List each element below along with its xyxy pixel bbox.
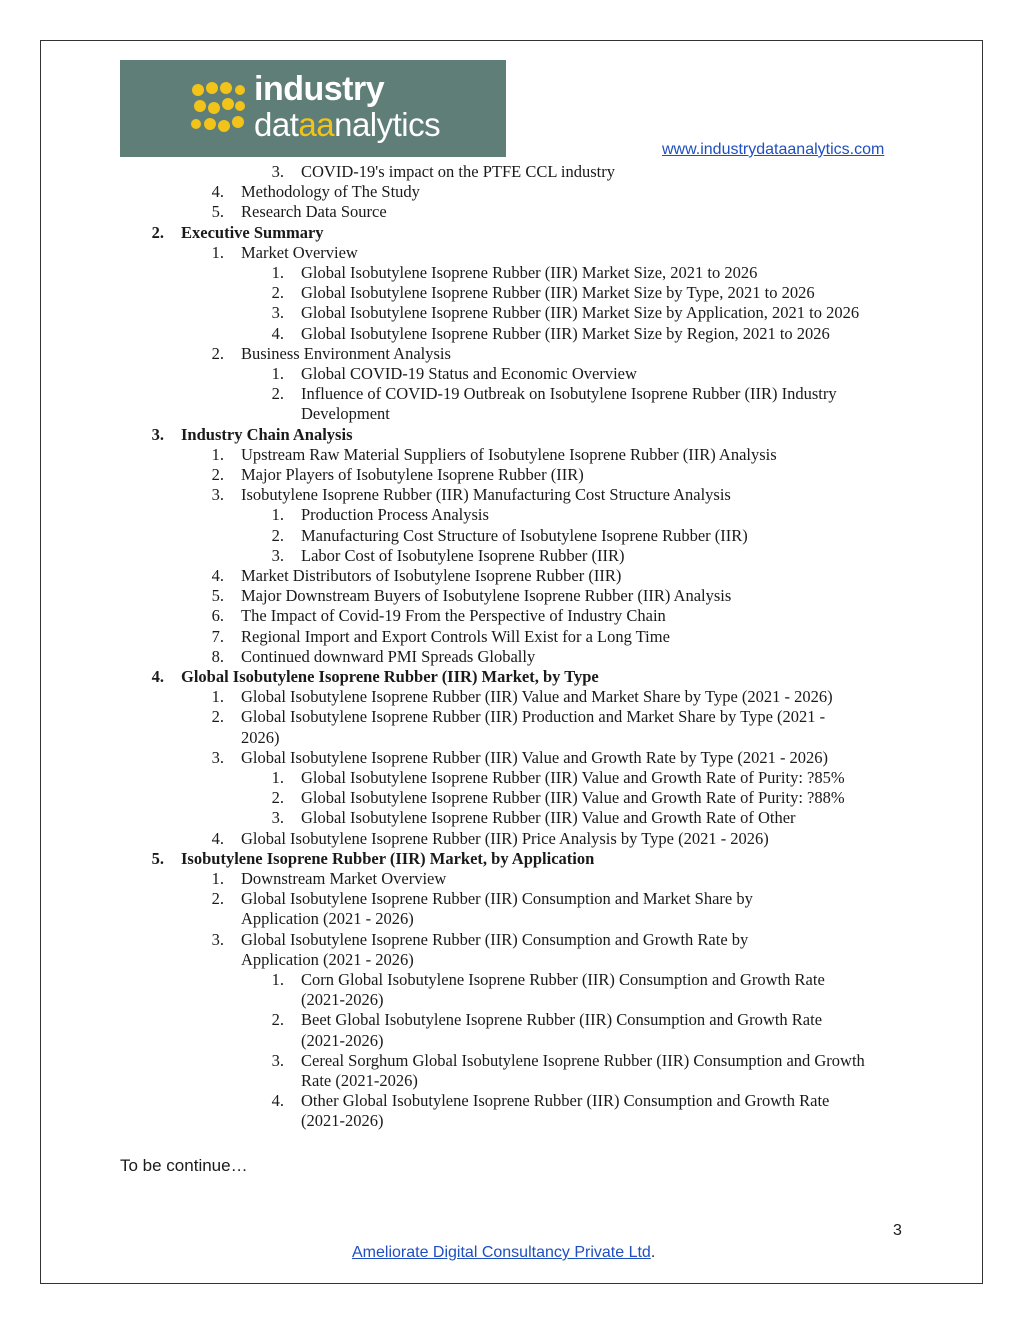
continue-note: To be continue… <box>120 1156 248 1175</box>
footer-period: . <box>650 1244 656 1261</box>
toc-text: Manufacturing Cost Structure of Isobutylene Isoprene Rubber (IIR) <box>301 525 748 545</box>
toc-text: Global Isobutylene Isoprene Rubber (IIR) Production and Market Share by Type (2021 - <box>241 707 826 727</box>
toc-number: 8. <box>211 646 224 666</box>
logo-text-industry: industry <box>254 70 385 108</box>
website-link[interactable]: www.industrydataanalytics.com <box>662 141 885 158</box>
toc-number: 2. <box>271 384 284 404</box>
toc-text: Global Isobutylene Isoprene Rubber (IIR) Market Size by Type, 2021 to 2026 <box>301 283 815 303</box>
logo-text-dataanalytics: dataanalytics <box>254 106 441 143</box>
toc-number: 3. <box>271 162 284 181</box>
toc-number: 1. <box>211 444 224 464</box>
toc-text: Research Data Source <box>241 202 387 222</box>
toc-number: 1. <box>211 687 224 707</box>
toc-number: 1. <box>271 505 284 525</box>
toc-text: (2021-2026) <box>301 1030 384 1050</box>
toc-text: (2021-2026) <box>301 990 384 1010</box>
toc-number: 2. <box>271 788 284 808</box>
toc-text: Major Players of Isobutylene Isoprene Rubber (IIR) <box>241 465 584 484</box>
toc-text: Global Isobutylene Isoprene Rubber (IIR) Value and Growth Rate of Other <box>301 808 796 828</box>
toc-number: 4. <box>211 182 224 202</box>
toc-number: 3. <box>271 808 284 828</box>
toc-text: Isobutylene Isoprene Rubber (IIR) Market, by Application <box>181 848 595 868</box>
toc-text: Market Distributors of Isobutylene Isoprene Rubber (IIR) <box>241 566 622 585</box>
toc-text: Methodology of The Study <box>241 182 420 202</box>
toc-text: Executive Summary <box>181 222 324 242</box>
toc-text: Downstream Market Overview <box>241 869 447 888</box>
toc-number: 3. <box>211 929 224 949</box>
toc-text: Global Isobutylene Isoprene Rubber (IIR) Consumption and Market Share by <box>241 889 753 909</box>
toc-text: Global Isobutylene Isoprene Rubber (IIR) Consumption and Growth Rate by <box>241 929 749 949</box>
toc-number: 3. <box>271 1050 284 1070</box>
toc-number: 4. <box>151 667 164 686</box>
toc-text: Market Overview <box>241 242 358 262</box>
toc-text: Global Isobutylene Isoprene Rubber (IIR) Market Size by Application, 2021 to 2026 <box>301 303 860 323</box>
toc-text: Major Downstream Buyers of Isobutylene Isoprene Rubber (IIR) Analysis <box>241 586 732 606</box>
toc-text: Corn Global Isobutylene Isoprene Rubber (IIR) Consumption and Growth Rate <box>301 970 825 989</box>
toc-text: (2021-2026) <box>301 1111 384 1131</box>
toc-text: Application (2021 - 2026) <box>241 949 414 969</box>
toc-text: Regional Import and Export Controls Will Exist for a Long Time <box>241 626 670 646</box>
toc-text: Global Isobutylene Isoprene Rubber (IIR) Market Size, 2021 to 2026 <box>301 263 758 282</box>
toc-number: 1. <box>271 970 284 989</box>
toc-number: 1. <box>271 263 284 282</box>
toc-text: Continued downward PMI Spreads Globally <box>241 646 536 666</box>
toc-text: Other Global Isobutylene Isoprene Rubber (IIR) Consumption and Growth Rate <box>301 1091 830 1111</box>
toc-text: The Impact of Covid-19 From the Perspective of Industry Chain <box>241 606 666 626</box>
toc-text: Influence of COVID-19 Outbreak on Isobutylene Isoprene Rubber (IIR) Industry <box>301 384 837 404</box>
toc-text: 2026) <box>241 727 280 747</box>
toc-number: 3. <box>211 485 224 505</box>
toc-text: Global Isobutylene Isoprene Rubber (IIR) Value and Growth Rate by Type (2021 - 2026) <box>241 747 829 767</box>
toc-text: Global Isobutylene Isoprene Rubber (IIR) Value and Growth Rate of Purity: ?85% <box>301 768 845 787</box>
toc-number: 1. <box>211 242 224 262</box>
toc-number: 2. <box>211 343 224 363</box>
toc-text: Development <box>301 404 390 424</box>
toc-text: Labor Cost of Isobutylene Isoprene Rubber (IIR) <box>301 545 625 565</box>
toc-number: 4. <box>271 323 284 343</box>
toc-number: 2. <box>211 707 224 727</box>
toc-number: 2. <box>151 222 164 242</box>
toc-text: Cereal Sorghum Global Isobutylene Isoprene Rubber (IIR) Consumption and Growth <box>301 1050 865 1070</box>
toc-number: 5. <box>211 586 224 606</box>
toc-number: 1. <box>211 869 224 888</box>
toc-text: Global Isobutylene Isoprene Rubber (IIR) Market Size by Region, 2021 to 2026 <box>301 323 830 343</box>
toc-text: Rate (2021-2026) <box>301 1071 418 1090</box>
toc-text: Global Isobutylene Isoprene Rubber (IIR) Value and Market Share by Type (2021 - 2026) <box>241 687 833 707</box>
toc-number: 4. <box>271 1091 284 1111</box>
toc-number: 1. <box>271 768 284 787</box>
footer-company-link[interactable]: Ameliorate Digital Consultancy Private Ltd <box>352 1244 651 1261</box>
toc-number: 2. <box>211 889 224 909</box>
toc-number: 2. <box>271 1010 284 1030</box>
company-logo <box>120 60 506 157</box>
toc-number: 2. <box>271 525 284 545</box>
toc-text: Upstream Raw Material Suppliers of Isobutylene Isoprene Rubber (IIR) Analysis <box>241 444 777 464</box>
toc-text: Production Process Analysis <box>301 505 489 525</box>
toc-number: 4. <box>211 566 224 585</box>
toc-text: Global Isobutylene Isoprene Rubber (IIR) Price Analysis by Type (2021 - 2026) <box>241 828 769 848</box>
toc-number: 3. <box>151 424 164 444</box>
logo-dots-icon <box>190 80 246 136</box>
toc-text: Global Isobutylene Isoprene Rubber (IIR) Value and Growth Rate of Purity: ?88% <box>301 788 845 808</box>
toc-text: Business Environment Analysis <box>241 343 451 363</box>
toc-number: 4. <box>211 828 224 848</box>
page-number: 3 <box>893 1222 902 1239</box>
toc-number: 6. <box>211 606 224 626</box>
toc-number: 5. <box>211 202 224 222</box>
toc-text: Isobutylene Isoprene Rubber (IIR) Manufacturing Cost Structure Analysis <box>241 485 731 505</box>
toc-number: 3. <box>271 303 284 323</box>
toc-text: Beet Global Isobutylene Isoprene Rubber (IIR) Consumption and Growth Rate <box>301 1010 823 1030</box>
toc-text: Global Isobutylene Isoprene Rubber (IIR) Market, by Type <box>181 667 599 686</box>
toc-text: Global COVID-19 Status and Economic Overview <box>301 364 637 383</box>
toc-number: 3. <box>211 747 224 767</box>
toc-number: 5. <box>151 848 164 868</box>
toc-text: COVID-19's impact on the PTFE CCL industry <box>301 162 616 181</box>
toc-number: 2. <box>211 465 224 484</box>
toc-text: Application (2021 - 2026) <box>241 909 414 929</box>
footer <box>352 1244 655 1262</box>
toc-number: 2. <box>271 283 284 303</box>
toc-number: 1. <box>271 364 284 383</box>
toc-number: 7. <box>211 626 224 646</box>
toc-number: 3. <box>271 545 284 565</box>
toc-text: Industry Chain Analysis <box>181 424 353 444</box>
